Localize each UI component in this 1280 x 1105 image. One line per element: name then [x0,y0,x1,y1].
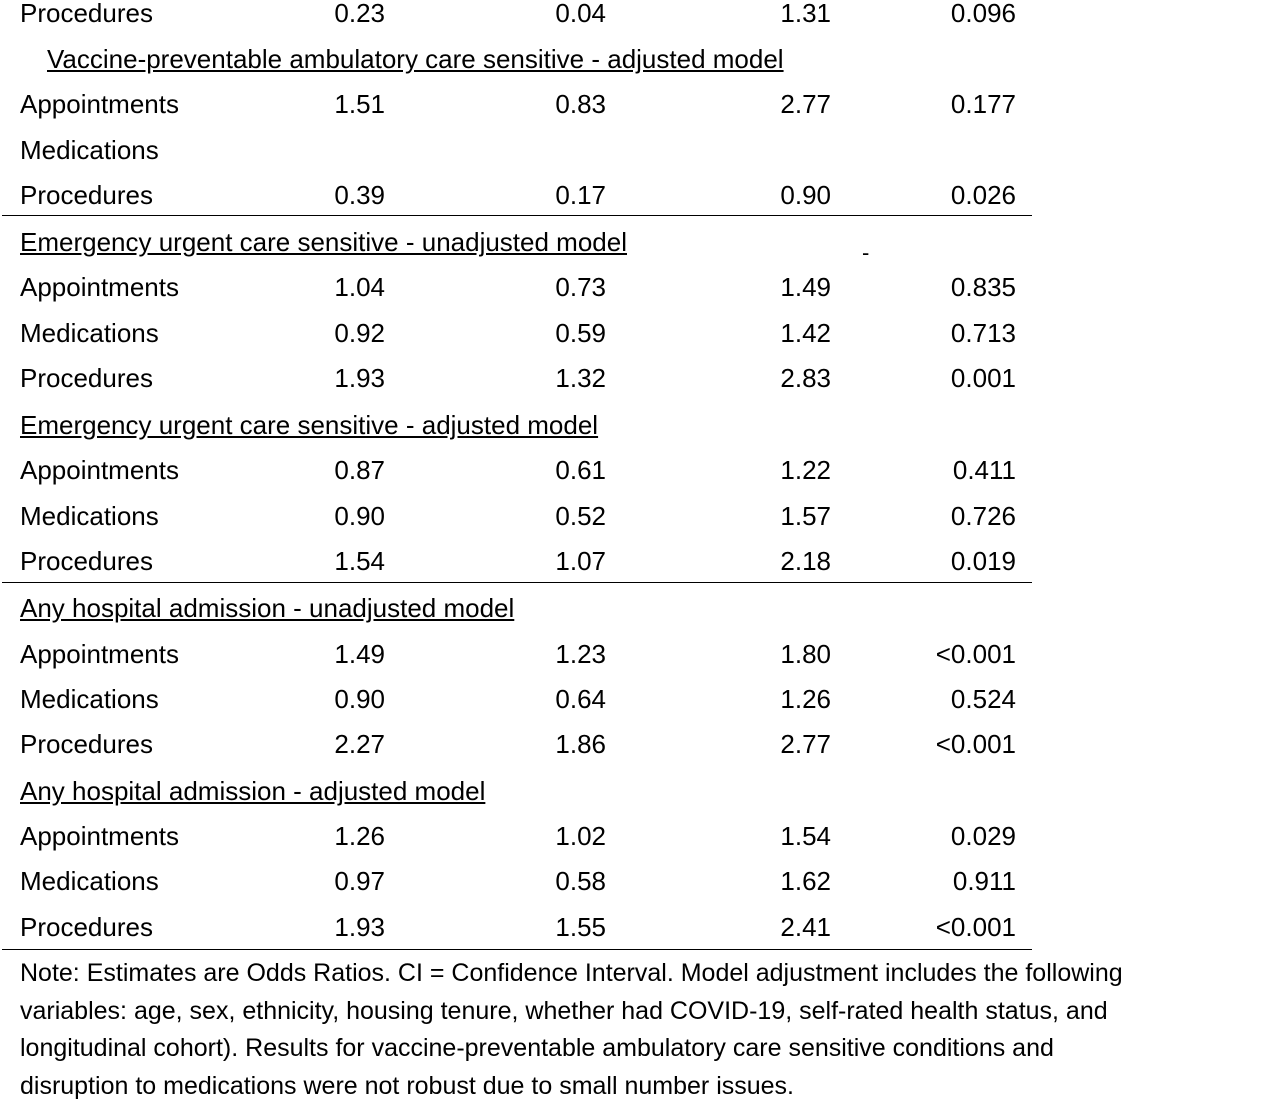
ci-lower-value: 0.58 [555,866,606,896]
row-label: Procedures [20,729,153,759]
section-title: Vaccine-preventable ambulatory care sensitive - adjusted model [47,44,784,74]
row-label: Medications [20,318,159,348]
ci-upper-value: 1.42 [780,318,831,348]
ci-upper-value: 1.80 [780,639,831,669]
p-value: 0.026 [950,180,1016,210]
section-title: Any hospital admission - unadjusted model [20,593,515,623]
table-row [0,632,1040,678]
odds-ratio-value: 0.90 [334,501,385,531]
table-row [0,356,1040,402]
stray-dash: - [862,240,870,265]
odds-ratio-value: 0.92 [334,318,385,348]
odds-ratio-value: 1.93 [334,363,385,393]
table-row [0,265,1040,311]
ci-upper-value: 1.26 [780,684,831,714]
odds-ratio-value: 0.87 [334,455,385,485]
ci-upper-value: 2.41 [780,912,831,942]
odds-ratio-value: 0.90 [334,684,385,714]
table-row [0,539,1040,585]
row-label: Appointments [20,455,179,485]
table-row [0,905,1040,951]
odds-ratio-value: 1.04 [334,272,385,302]
table-row [0,677,1040,723]
p-value: <0.001 [935,912,1016,942]
p-value: 0.001 [950,363,1016,393]
ci-lower-value: 0.73 [555,272,606,302]
p-value: 0.911 [952,866,1016,896]
odds-ratio-value: 0.39 [334,180,385,210]
ci-lower-value: 1.02 [555,821,606,851]
p-value: 0.835 [950,272,1016,302]
row-label: Procedures [20,363,153,393]
ci-lower-value: 1.86 [555,729,606,759]
ci-upper-value: 2.18 [780,546,831,576]
p-value: 0.096 [950,0,1016,28]
p-value: 0.713 [950,318,1016,348]
ci-upper-value: 1.54 [780,821,831,851]
table-row [0,0,1040,37]
odds-ratio-value: 1.54 [334,546,385,576]
odds-ratio-value: 1.93 [334,912,385,942]
odds-ratio-value: 1.49 [334,639,385,669]
table-bottom-rule [2,949,1032,950]
odds-ratio-value: 0.97 [334,866,385,896]
p-value: <0.001 [935,729,1016,759]
row-label: Procedures [20,0,153,28]
ci-lower-value: 1.23 [555,639,606,669]
p-value: 0.411 [952,455,1016,485]
ci-lower-value: 0.61 [555,455,606,485]
ci-upper-value: 1.62 [780,866,831,896]
row-label: Medications [20,684,159,714]
ci-upper-value: 2.77 [780,729,831,759]
ci-upper-value: 1.57 [780,501,831,531]
p-value: 0.726 [950,501,1016,531]
ci-lower-value: 0.83 [555,89,606,119]
ci-lower-value: 1.55 [555,912,606,942]
section-title: Emergency urgent care sensitive - unadjusted model [20,227,627,257]
row-label: Medications [20,501,159,531]
ci-upper-value: 1.22 [780,455,831,485]
ci-lower-value: 1.07 [555,546,606,576]
row-label: Appointments [20,821,179,851]
row-label: Procedures [20,546,153,576]
row-label: Medications [20,135,159,165]
ci-upper-value: 1.49 [780,272,831,302]
table-row [0,722,1040,768]
p-value: 0.177 [950,89,1016,119]
odds-ratio-value: 1.26 [334,821,385,851]
section-divider [2,582,1032,583]
ci-upper-value: 0.90 [780,180,831,210]
row-label: Appointments [20,272,179,302]
table-row [0,448,1040,494]
ci-upper-value: 2.77 [780,89,831,119]
ci-upper-value: 2.83 [780,363,831,393]
odds-ratio-value: 2.27 [334,729,385,759]
table-row [0,814,1040,860]
odds-ratio-value: 0.23 [334,0,385,28]
ci-lower-value: 0.59 [555,318,606,348]
row-label: Procedures [20,912,153,942]
odds-ratio-value: 1.51 [334,89,385,119]
ci-lower-value: 1.32 [555,363,606,393]
table-row [0,494,1040,540]
ci-upper-value: 1.31 [780,0,831,28]
table-row [0,82,1040,128]
section-title: Emergency urgent care sensitive - adjusted model [20,410,599,440]
table-row [0,173,1040,219]
ci-lower-value: 0.04 [555,0,606,28]
row-label: Appointments [20,89,179,119]
table-footnote: Note: Estimates are Odds Ratios. CI = Confidence Interval. Model adjustment includes the following variables: age, sex, ethnicity, housing tenure, whether had COVID-19, self-rated health status, and longitudinal cohort). Results for vaccine-preventable ambulatory care sensitive conditions and disruption to medications were not robust due to small number issues. [20,959,1123,1100]
p-value: 0.029 [950,821,1016,851]
table-row [0,859,1040,905]
p-value: 0.524 [950,684,1016,714]
p-value: 0.019 [950,546,1016,576]
section-divider [2,215,1032,216]
ci-lower-value: 0.52 [555,501,606,531]
row-label: Procedures [20,180,153,210]
ci-lower-value: 0.17 [555,180,606,210]
table-row [0,128,1040,174]
row-label: Appointments [20,639,179,669]
row-label: Medications [20,866,159,896]
section-title: Any hospital admission - adjusted model [20,776,486,806]
p-value: <0.001 [935,639,1016,669]
table-row [0,311,1040,357]
ci-lower-value: 0.64 [555,684,606,714]
